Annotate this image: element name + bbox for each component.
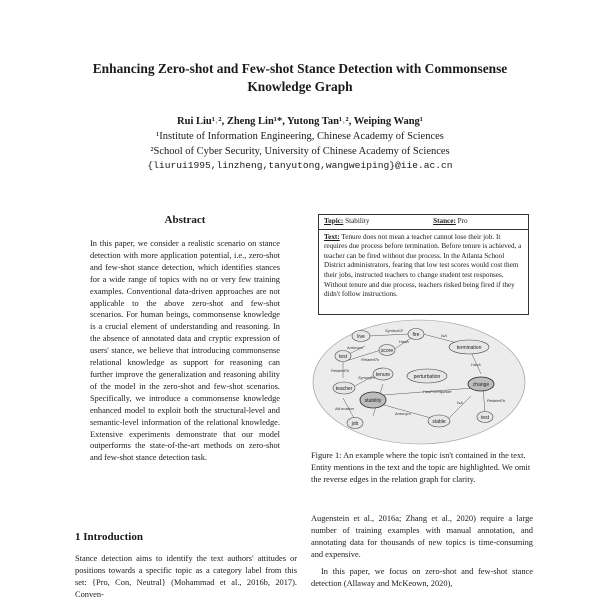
node-label-fire: fire <box>412 331 420 338</box>
edge-label: RelatedTo <box>331 368 350 373</box>
abstract-heading: Abstract <box>164 214 206 226</box>
node-label-stability: stability <box>364 397 382 404</box>
introduction-text: Stance detection aims to identify the text authors' attitudes or positions towards a specific topic as a category label from this set: {Pro, Con, Neutral} (Mohammad et al., 2016b, 2017). Conven- <box>75 554 297 599</box>
node-label-test: test <box>338 353 348 360</box>
node-label-teacher: teacher <box>335 385 353 392</box>
text-label: Text: <box>324 232 340 241</box>
edge-label: RelatedTo <box>487 398 506 403</box>
figure-text-row <box>324 233 523 300</box>
node-label-change: change <box>472 381 490 388</box>
node-label-tenure: tenure <box>375 371 391 378</box>
author-list: Rui Liu¹˒², Zheng Lin¹*, Yutong Tan¹˒², Weiping Wang¹ <box>177 116 423 127</box>
affiliation-1: ¹Institute of Information Engineering, Chinese Academy of Sciences <box>156 131 444 142</box>
topic-label: Topic: <box>324 217 344 225</box>
abstract-text: In this paper, we consider a realistic scenario on stance detection with more application potential, i.e., zero-shot and few-shot stance detection, which identifies stances for a wide range of topics with no or very few training examples. Conventional data-driven approaches are not applicable to the above zero-shot and few-shot scenarios. For human beings, commonsense knowledge is a crucial element of understanding and reasoning. In the absence of annotated data and cryptic expression of users' stance, we believe that introducing commonsense relational knowledge as support for reasoning can further improve the generalization and reasoning ability of the model in the zero-shot and few-shot scenarios. Specifically, we introduce a commonsense knowledge enhanced model to exploit both the structural-level and semantic-level information of the relational knowledge. Extensive experiments demonstrate that our model outperforms the state-of-the-art methods on zero-shot and few-shot stance detection task. <box>90 239 280 463</box>
topic-value: Stability <box>345 217 370 225</box>
stance-label: Stance: <box>433 217 456 225</box>
author-emails: {liurui1995,linzheng,tanyutong,wangweiping}@iie.ac.cn <box>147 160 453 171</box>
paper-title <box>40 60 560 96</box>
affiliation-2: ²School of Cyber Security, University of Chinese Academy of Sciences <box>150 146 450 157</box>
edge-label: HasA <box>471 362 481 367</box>
stance-value: Pro <box>457 217 468 225</box>
edge-label: AtLocation <box>335 406 354 411</box>
figure-example-box <box>318 214 529 315</box>
node-label-termination: termination <box>456 344 482 351</box>
right-column-text <box>311 513 533 589</box>
text-body: Tenure does not mean a teacher cannot lose their job. It requires due process before termination. Before tenure is achieved, a teacher can be fired without due process. In the Atlanta School District administrators, fearing that low test scores would cost them their jobs, instructed teachers to change student test responses. Without tenure and due process, teachers risked being fired if they didn't follow instructions. <box>324 232 522 299</box>
node-label-live: live <box>357 333 365 340</box>
edge-label: Antonym <box>395 411 411 416</box>
edge-label: Antonym <box>347 345 363 350</box>
node-label-perturbation: perturbation <box>413 373 441 380</box>
knowledge-graph-figure <box>311 316 536 449</box>
node-label-job: job <box>351 420 359 427</box>
right-paragraph-2: In this paper, we focus on zero-shot and few-shot stance detection (Allaway and McKeown, 2020), <box>311 566 533 588</box>
edge-label: HasA <box>399 339 409 344</box>
node-label-test-2: test <box>480 414 490 421</box>
edge-label: RelatedTo <box>361 357 380 362</box>
figure-caption: Figure 1: An example where the topic isn't contained in the text. Entity mentions in the text and the topic are highlighted. We omit the reverse edges in the relation graph for clarity. <box>311 451 531 484</box>
node-label-stable: stable <box>432 418 446 425</box>
right-paragraph-1: Augenstein et al., 2016a; Zhang et al., 2020) require a large number of training examples with manual annotation, and annotating data for thousands of new topics is time-consuming and expensive. <box>311 514 533 559</box>
figure-topic-row <box>324 217 523 227</box>
paper-title-line1: Enhancing Zero-shot and Few-shot Stance Detection with Commonsense <box>92 61 508 76</box>
edge-label: IsA <box>457 400 463 405</box>
introduction-heading: 1 Introduction <box>75 531 143 543</box>
paper-title-line2: Knowledge Graph <box>247 79 353 94</box>
node-label-score: score <box>380 347 394 354</box>
edge-label: Synonym <box>358 375 375 380</box>
edge-label: SymbolOf <box>385 328 403 333</box>
edge-label: IsA <box>441 333 447 338</box>
edge-label: HasPrerequisite <box>423 389 452 394</box>
